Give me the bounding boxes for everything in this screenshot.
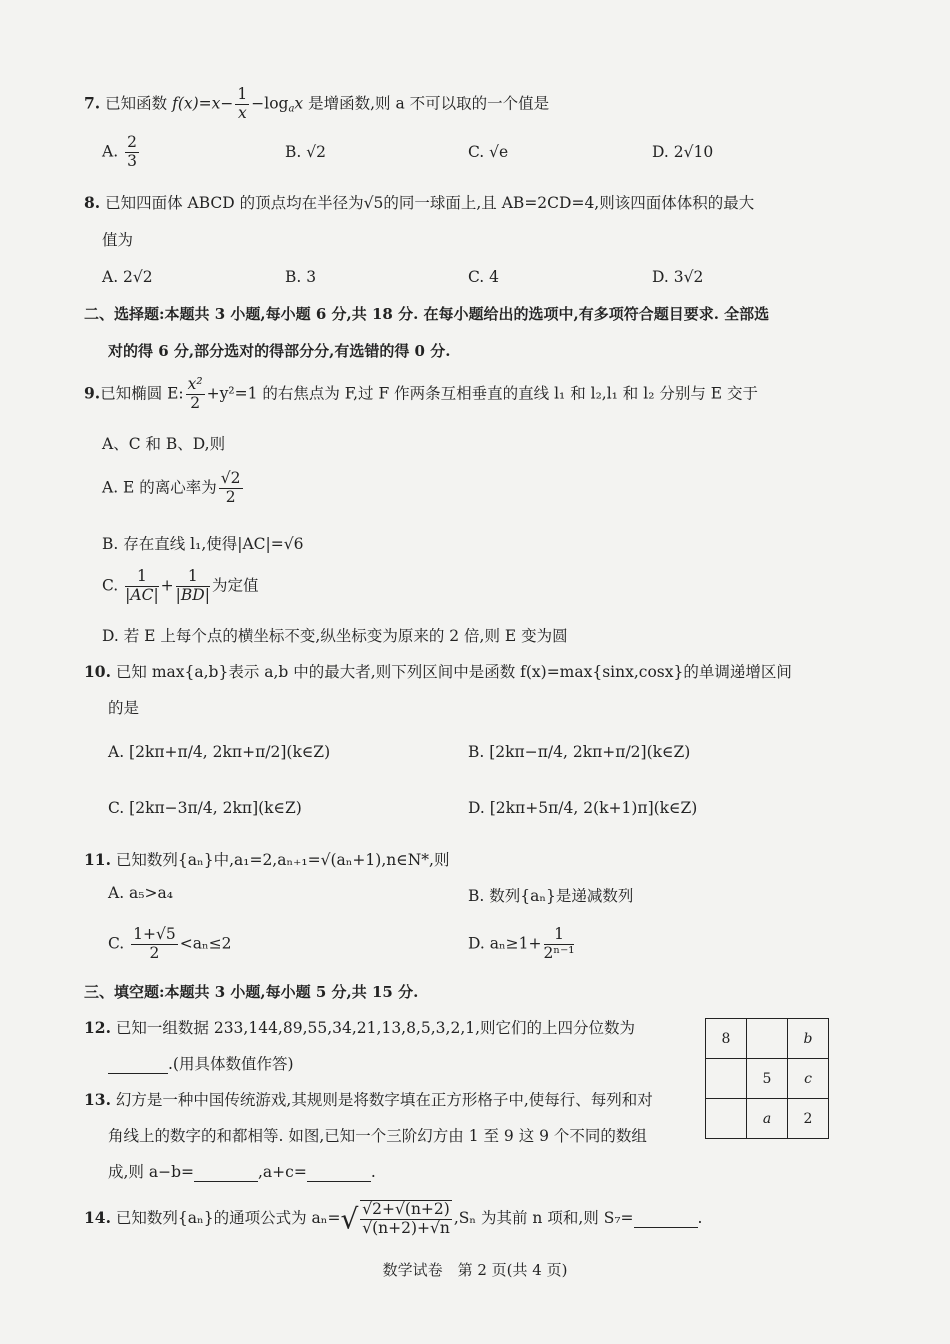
fraction-numerator: 1	[237, 85, 248, 103]
question-stem: 已知数列{aₙ}的通项公式为 aₙ=	[115, 1208, 341, 1227]
option-d: D. 3√2	[652, 268, 704, 286]
option-label: C.	[108, 934, 125, 953]
fraction	[544, 926, 575, 963]
option-a: A. a₅>a₄	[108, 884, 173, 902]
question-7	[84, 86, 549, 123]
question-8	[84, 191, 754, 213]
question-stem-end: 是增函数,则 a 不可以取的一个值是	[308, 94, 550, 113]
fraction-numerator: x²	[187, 375, 203, 393]
fraction-numerator: 1	[125, 568, 159, 587]
question-stem-continued: 的是	[108, 699, 140, 717]
fraction	[219, 470, 243, 507]
question-stem-line2: A、C 和 B、D,则	[102, 435, 226, 453]
option-text: A. E 的离心率为	[102, 478, 217, 497]
log-term: −log	[251, 94, 289, 113]
answer-blank[interactable]	[634, 1209, 698, 1228]
fraction-denominator: 3	[127, 151, 137, 170]
fraction	[176, 568, 210, 605]
question-number: 9.	[84, 383, 101, 403]
grid-cell	[706, 1099, 747, 1139]
question-number: 14.	[84, 1207, 111, 1227]
fraction-denominator: 2	[149, 943, 160, 962]
question-stem: 幻方是一种中国传统游戏,其规则是将数字填在正方形格子中,使每行、每列和对	[115, 1091, 653, 1109]
section-heading: 二、选择题:本题共 3 小题,每小题 6 分,共 18 分. 在每小题给出的选项中,有多项符合题目要求. 全部选	[84, 305, 770, 323]
fraction-numerator: 1+√5	[133, 925, 176, 943]
log-argument: x	[294, 94, 304, 113]
option-a: A. [2kπ+π/4, 2kπ+π/2](k∈Z)	[108, 743, 331, 761]
fraction-denominator: √(n+2)+√n	[362, 1218, 450, 1237]
answer-blank[interactable]	[108, 1055, 168, 1074]
log-base: a	[288, 103, 295, 115]
question-stem: 已知一组数据 233,144,89,55,34,21,13,8,5,3,2,1,则它们的上四分位数为	[115, 1019, 636, 1037]
question-10	[84, 660, 792, 682]
option-c: C. [2kπ−3π/4, 2kπ](k∈Z)	[108, 799, 302, 817]
answer-blank[interactable]	[307, 1163, 371, 1182]
fraction	[125, 568, 159, 605]
option-c: C. 4	[468, 268, 500, 286]
option-text: <aₙ≤2	[179, 934, 232, 953]
question-number: 7.	[84, 93, 101, 113]
question-stem-continued	[108, 1052, 294, 1074]
option-d: D. 2√10	[652, 143, 714, 161]
question-stem-end: .	[697, 1208, 703, 1227]
option-a	[102, 134, 141, 171]
fraction	[186, 376, 205, 413]
plus-sign: +	[160, 576, 174, 595]
fraction-denominator: |BD|	[175, 585, 210, 604]
fraction-numerator: 2	[127, 133, 137, 151]
question-9	[84, 376, 758, 413]
question-stem-continued: 值为	[102, 231, 134, 249]
option-c: C. √e	[468, 143, 509, 161]
grid-cell: 2	[788, 1099, 829, 1139]
fraction-denominator: 2ⁿ⁻¹	[543, 943, 575, 962]
fraction-denominator: x	[237, 103, 247, 122]
question-stem-continued: +y²=1 的右焦点为 F,过 F 作两条互相垂直的直线 l₁ 和 l₂,l₁ 和 l₂ 分别与 E 交于	[206, 384, 759, 403]
fraction	[125, 134, 139, 171]
question-stem-line3	[108, 1160, 376, 1182]
fraction-denominator: 2	[190, 393, 201, 412]
question-12	[84, 1016, 635, 1038]
question-stem: 已知椭圆 E:	[100, 384, 184, 403]
question-stem-line2: 角线上的数字的和都相等. 如图,已知一个三阶幻方由 1 至 9 这 9 个不同的数组	[108, 1127, 647, 1145]
grid-cell: a	[747, 1099, 788, 1139]
question-number: 8.	[84, 193, 101, 212]
question-text: ,a+c=	[258, 1163, 307, 1181]
grid-row	[706, 1099, 829, 1139]
fraction-numerator: √2+√(n+2)	[362, 1200, 450, 1218]
fraction-denominator: 2	[225, 487, 236, 506]
fraction-numerator: 1	[544, 926, 575, 945]
question-number: 10.	[84, 662, 111, 681]
option-b: B. 3	[285, 268, 317, 286]
answer-hint: .(用具体数值作答)	[168, 1055, 294, 1073]
option-c	[102, 568, 258, 605]
fraction-numerator: 1	[176, 568, 210, 587]
grid-row	[706, 1059, 829, 1099]
question-stem-continued: ,Sₙ 为其前 n 项和,则 S₇=	[453, 1208, 634, 1227]
option-text: 为定值	[211, 576, 259, 595]
option-d	[468, 926, 576, 963]
fraction-denominator: |AC|	[125, 585, 159, 604]
answer-blank[interactable]	[194, 1163, 258, 1182]
grid-cell	[706, 1059, 747, 1099]
option-label: A.	[102, 142, 119, 161]
option-a	[102, 470, 245, 507]
question-number: 12.	[84, 1018, 111, 1037]
fraction-numerator: √2	[220, 469, 241, 487]
question-stem: 已知函数	[105, 94, 168, 113]
option-a: A. 2√2	[102, 268, 153, 286]
radical-sign: √	[340, 1202, 359, 1236]
question-stem: 已知数列{aₙ}中,a₁=2,aₙ₊₁=√(aₙ+1),n∈N*,则	[115, 851, 450, 869]
grid-cell: c	[788, 1059, 829, 1099]
question-14	[84, 1200, 702, 1238]
option-d: D. [2kπ+5π/4, 2(k+1)π](k∈Z)	[468, 799, 698, 817]
question-text: .	[370, 1163, 376, 1181]
page-footer: 数学试卷 第 2 页(共 4 页)	[382, 1261, 568, 1279]
function-lhs: f(x)=x−	[172, 94, 234, 113]
fraction	[131, 926, 178, 963]
option-label: C.	[102, 576, 119, 595]
radical-fraction	[360, 1200, 452, 1238]
question-stem: 已知 max{a,b}表示 a,b 中的最大者,则下列区间中是函数 f(x)=max{sinx,cosx}的单调递增区间	[115, 663, 792, 681]
question-stem: 已知四面体 ABCD 的顶点均在半径为√5的同一球面上,且 AB=2CD=4,则该四面体体积的最大	[105, 194, 755, 212]
grid-cell: 5	[747, 1059, 788, 1099]
option-b: B. √2	[285, 143, 326, 161]
question-11	[84, 848, 449, 870]
grid-cell: b	[788, 1019, 829, 1059]
question-number: 13.	[84, 1090, 111, 1109]
magic-square-grid	[705, 1018, 829, 1139]
option-c	[108, 926, 232, 963]
section-heading: 三、填空题:本题共 3 小题,每小题 5 分,共 15 分.	[84, 983, 419, 1001]
option-b: B. 存在直线 l₁,使得|AC|=√6	[102, 535, 304, 553]
question-number: 11.	[84, 850, 111, 869]
grid-cell: 8	[706, 1019, 747, 1059]
question-13	[84, 1088, 653, 1110]
option-b: B. [2kπ−π/4, 2kπ+π/2](k∈Z)	[468, 743, 691, 761]
section-heading-continued: 对的得 6 分,部分选对的得部分分,有选错的得 0 分.	[108, 342, 451, 360]
option-d: D. 若 E 上每个点的横坐标不变,纵坐标变为原来的 2 倍,则 E 变为圆	[102, 627, 568, 645]
option-text: D. aₙ≥1+	[468, 934, 542, 953]
question-text: 成,则 a−b=	[108, 1163, 194, 1181]
grid-cell	[747, 1019, 788, 1059]
grid-row	[706, 1019, 829, 1059]
option-b: B. 数列{aₙ}是递减数列	[468, 887, 634, 905]
fraction	[235, 86, 249, 123]
